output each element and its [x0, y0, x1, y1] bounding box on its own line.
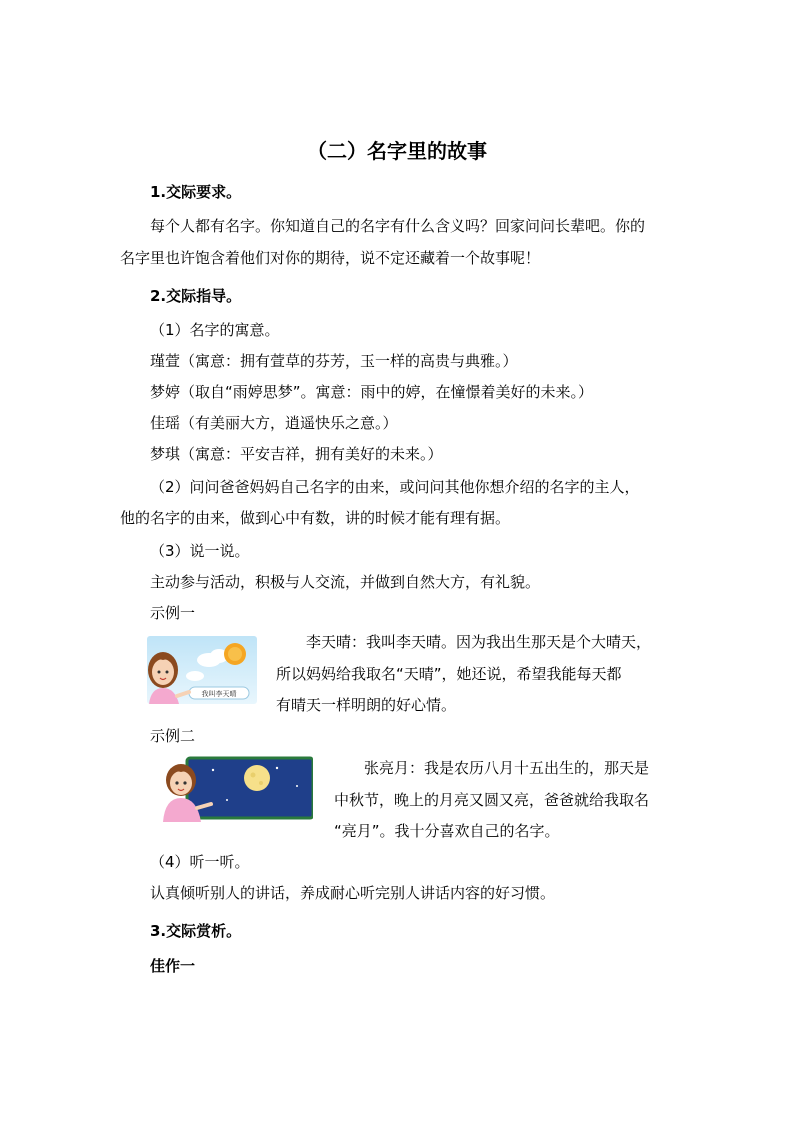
- example2-label: 示例二: [150, 727, 196, 745]
- name-meaning-1: 瑾萱（寓意：拥有萱草的芬芳，玉一样的高贵与典雅。）: [150, 352, 518, 370]
- girl-sunny-day-image: [147, 636, 257, 704]
- girl-moon-night-image: [157, 756, 313, 822]
- example1-image-caption: 我叫李天晴: [201, 690, 237, 698]
- section2-heading: 2.交际指导。: [150, 287, 242, 305]
- section1-paragraph-line2: 名字里也许饱含着他们对你的期待，说不定还藏着一个故事呢！: [120, 249, 541, 267]
- section1-paragraph-line1: 每个人都有名字。你知道自己的名字有什么含义吗？回家问问长辈吧。你的: [150, 217, 646, 235]
- example2-illustration: [157, 756, 313, 822]
- section3-heading: 3.交际赏析。: [150, 922, 242, 940]
- section3-sub-heading: 佳作一: [150, 957, 196, 975]
- item3-title: （3）说一说。: [150, 542, 250, 560]
- example1-label: 示例一: [150, 604, 196, 622]
- item1-title: （1）名字的寓意。: [150, 321, 280, 339]
- example1-line1: 李天晴：我叫李天晴。因为我出生那天是个大晴天，: [306, 633, 652, 651]
- example2-line1: 张亮月：我是农历八月十五出生的，那天是: [364, 759, 650, 777]
- item4-text: 认真倾听别人的讲话，养成耐心听完别人讲话内容的好习惯。: [150, 884, 556, 902]
- name-meaning-2: 梦婷（取自“雨婷思梦”。寓意：雨中的婷，在憧憬着美好的未来。）: [150, 383, 594, 401]
- item2-line2: 他的名字的由来，做到心中有数，讲的时候才能有理有据。: [120, 509, 511, 527]
- section1-heading: 1.交际要求。: [150, 183, 242, 201]
- example1-line3: 有晴天一样明朗的好心情。: [276, 696, 457, 714]
- example2-line3: “亮月”。我十分喜欢自己的名字。: [334, 822, 560, 840]
- page-title: （二）名字里的故事: [307, 139, 487, 163]
- name-meaning-3: 佳瑶（有美丽大方，逍遥快乐之意。）: [150, 414, 398, 432]
- item3-text: 主动参与活动，积极与人交流，并做到自然大方，有礼貌。: [150, 573, 541, 591]
- example2-line2: 中秋节，晚上的月亮又圆又亮，爸爸就给我取名: [334, 791, 650, 809]
- example1-line2: 所以妈妈给我取名“天晴”，她还说，希望我能每天都: [276, 665, 622, 683]
- item2-line1: （2）问问爸爸妈妈自己名字的由来，或问问其他你想介绍的名字的主人，: [150, 478, 640, 496]
- item4-title: （4）听一听。: [150, 853, 250, 871]
- example1-illustration: [147, 636, 257, 704]
- name-meaning-4: 梦琪（寓意：平安吉祥，拥有美好的未来。）: [150, 445, 443, 463]
